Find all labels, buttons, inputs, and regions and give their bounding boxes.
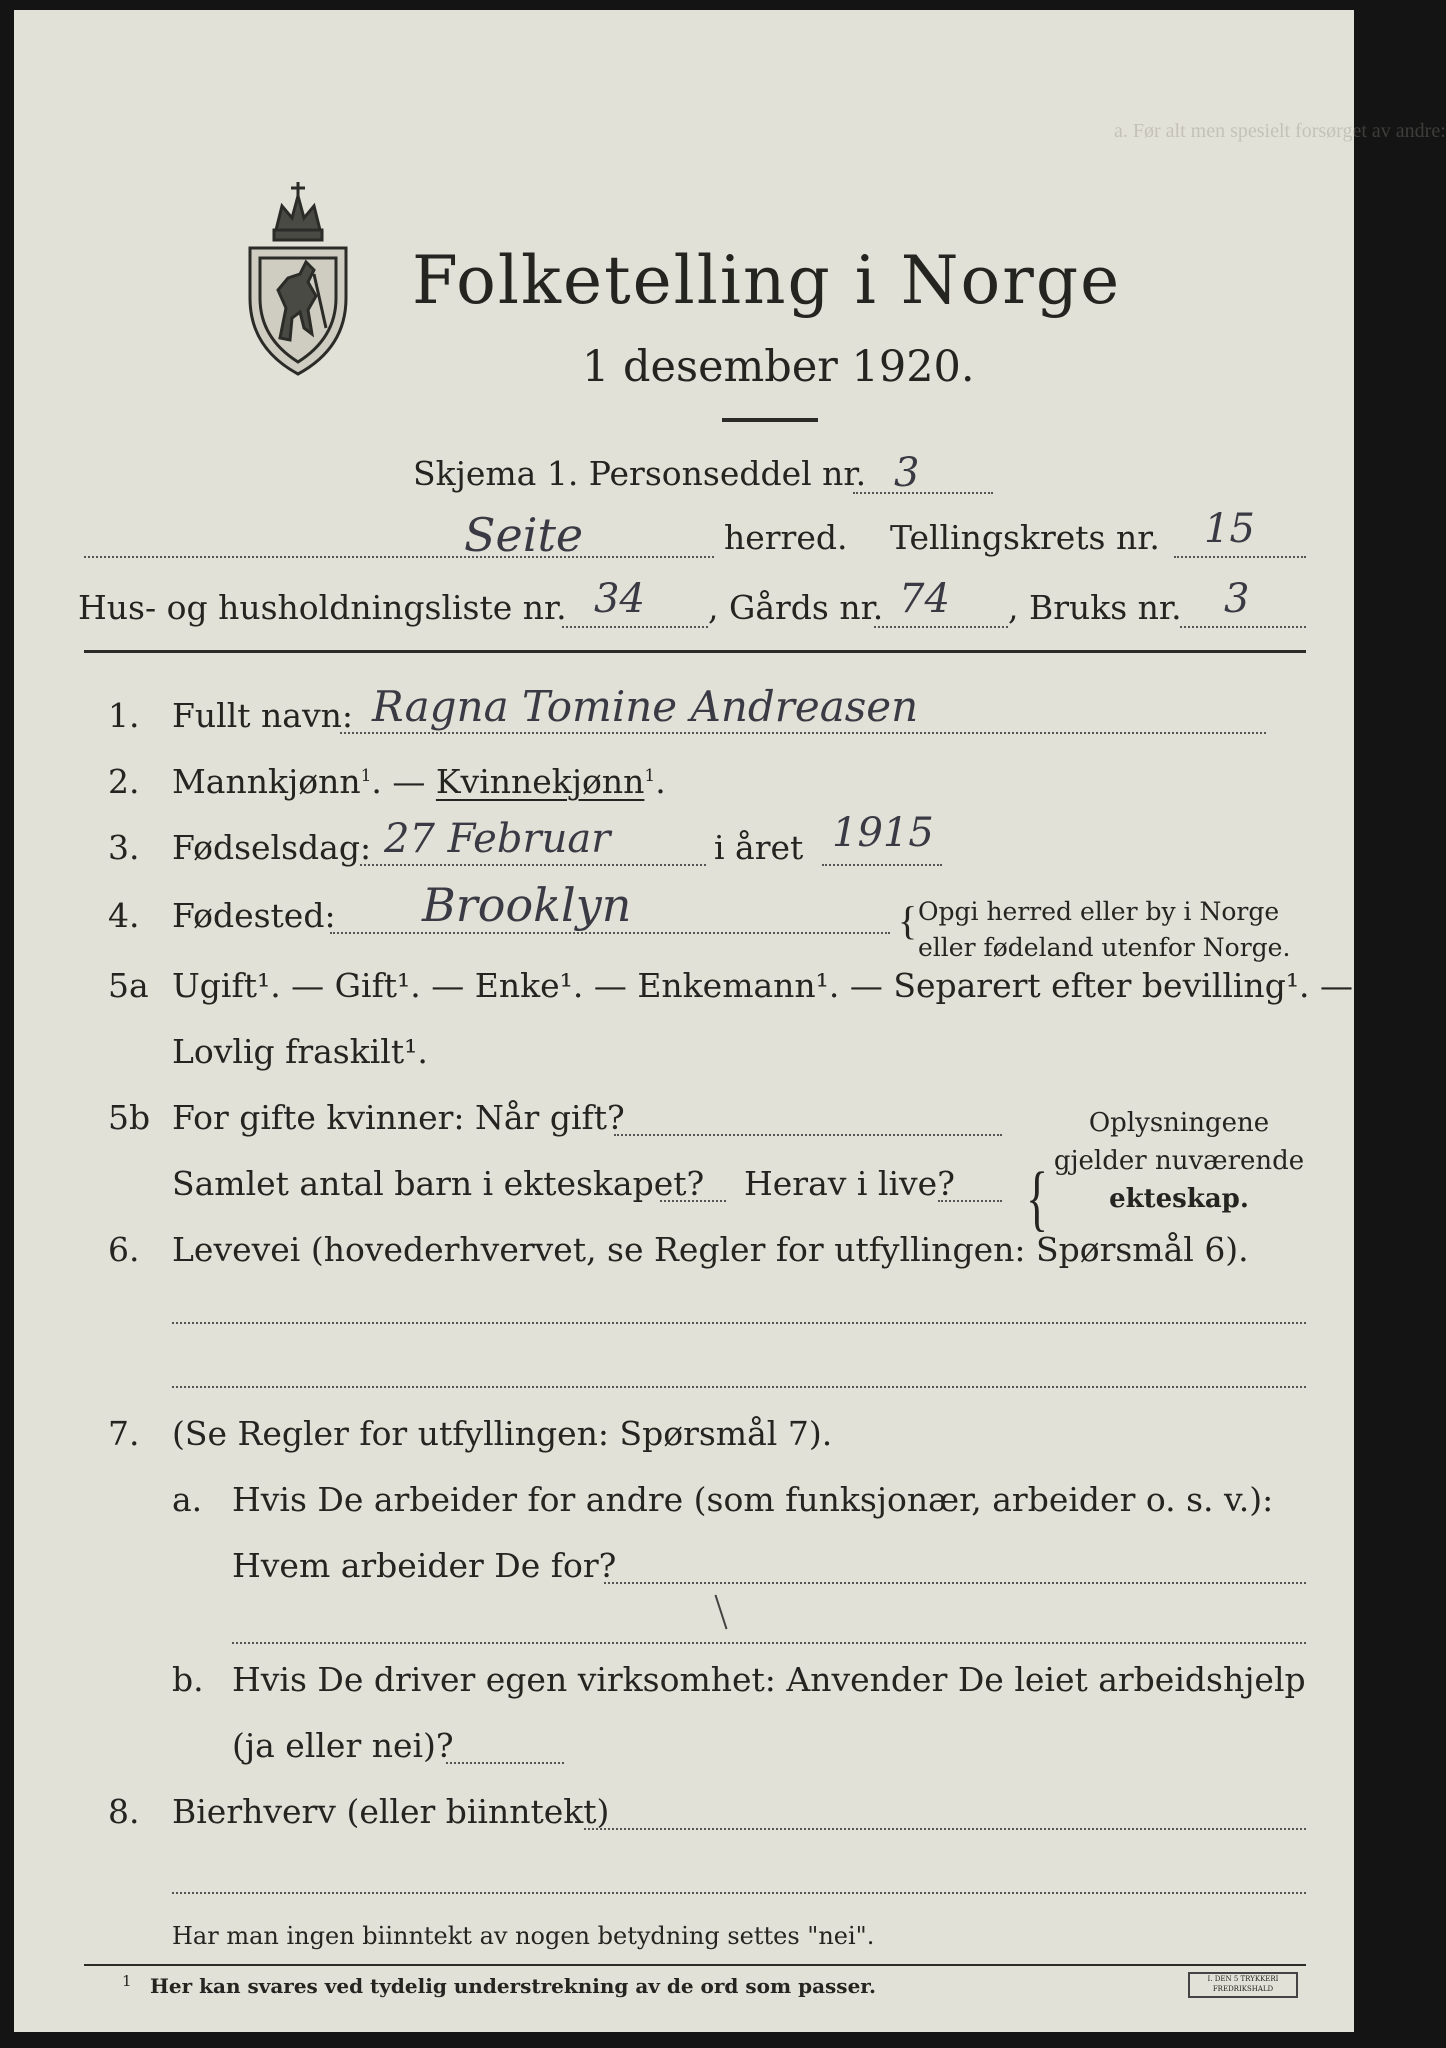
form-title: Folketelling i Norge: [412, 242, 1122, 319]
q7b-line1: Hvis De driver egen virksomhet: Anvender De leiet arbeidshjelp: [232, 1660, 1306, 1699]
aret-label: i året: [714, 828, 804, 867]
form-date: 1 desember 1920.: [582, 342, 975, 392]
employer-field-line-1: [604, 1582, 1306, 1584]
q5b-number: 5b: [108, 1098, 151, 1137]
footer-divider: [84, 1964, 1306, 1966]
census-form-page: [14, 10, 1446, 2032]
marital-status-divorced[interactable]: Lovlig fraskilt¹.: [172, 1032, 428, 1071]
personseddel-value[interactable]: 3: [894, 450, 920, 496]
personseddel-field-line: [853, 492, 993, 494]
side-income-note: Har man ingen biinntekt av nogen betydning settes "nei".: [172, 1922, 875, 1950]
q5b-brace: {: [1026, 1156, 1049, 1238]
q4-label: Fødested:: [172, 896, 336, 935]
q5a-number: 5a: [108, 966, 149, 1005]
q7b-number: b.: [172, 1660, 204, 1699]
side-income-field-line-1: [584, 1828, 1306, 1830]
q1-number: 1.: [108, 696, 140, 735]
tellingskrets-value[interactable]: 15: [1204, 506, 1255, 552]
q7-number: 7.: [108, 1414, 140, 1453]
q4-note: Opgi herred eller by i Norge eller fødeland utenfor Norge.: [918, 897, 1291, 962]
q3-label: Fødselsdag:: [172, 828, 372, 867]
bruks-field-line: [1180, 626, 1306, 628]
footnote-text: Her kan svares ved tydelig understrekning av de ord som passer.: [150, 1974, 876, 1998]
q3-number: 3.: [108, 828, 140, 867]
herred-label: herred.: [724, 518, 848, 557]
children-alive-field-line: [938, 1200, 1002, 1202]
gards-label: , Gårds nr.: [708, 588, 884, 627]
q6-label: Levevei (hovederhvervet, se Regler for utfyllingen: Spørsmål 6).: [172, 1230, 1249, 1269]
gards-field-line: [874, 626, 1008, 628]
q7b-line2: (ja eller nei)?: [232, 1726, 454, 1765]
female-option-underlined[interactable]: Kvinnekjønn: [435, 762, 645, 801]
q8-label: Bierhverv (eller biinntekt): [172, 1792, 610, 1831]
bruks-label: , Bruks nr.: [1008, 588, 1182, 627]
q3-field-line: [360, 864, 706, 866]
male-option[interactable]: Mannkjønn: [172, 762, 361, 801]
printer-stamp: I. DEN 5 TRYKKERI FREDRIKSHALD: [1188, 1972, 1298, 1998]
side-income-field-line-2: [172, 1892, 1306, 1894]
q5b-label-alive: Herav i live?: [744, 1164, 955, 1203]
q7a-number: a.: [172, 1480, 203, 1519]
q7a-line2: Hvem arbeider De for?: [232, 1546, 617, 1585]
q6-number: 6.: [108, 1230, 140, 1269]
occupation-field-line-2: [172, 1386, 1306, 1388]
q1-field-line: [340, 732, 1266, 734]
header-divider: [84, 650, 1306, 653]
hired-help-field-line: [446, 1762, 564, 1764]
husliste-field-line: [562, 626, 708, 628]
q4-brace: {: [898, 898, 918, 943]
gards-value[interactable]: 74: [899, 576, 950, 622]
marital-status-options[interactable]: Ugift¹. — Gift¹. — Enke¹. — Enkemann¹. — Separert efter bevilling¹. —: [172, 966, 1354, 1005]
schema-label: Skjema 1. Personseddel nr.: [413, 454, 867, 493]
coat-of-arms-icon: [242, 178, 354, 378]
married-when-field-line: [614, 1134, 1002, 1136]
pen-stroke-mark: [714, 1595, 727, 1630]
husliste-label: Hus- og husholdningsliste nr.: [78, 588, 567, 627]
gender-row: Mannkjønn$^1$. — Kvinnekjønn$^1$.: [172, 762, 666, 801]
q4-number: 4.: [108, 896, 140, 935]
herred-value[interactable]: Seite: [464, 508, 584, 562]
q5b-note: Oplysningene gjelder nuværende ekteskap.: [1053, 1108, 1305, 1214]
tellingskrets-label: Tellingskrets nr.: [890, 518, 1160, 557]
bruks-value[interactable]: 3: [1224, 576, 1250, 622]
husliste-value[interactable]: 34: [594, 576, 645, 622]
q5b-label-children: Samlet antal barn i ekteskapet?: [172, 1164, 705, 1203]
footnote-mark: 1: [122, 1972, 132, 1990]
occupation-field-line-1: [172, 1322, 1306, 1324]
q2-number: 2.: [108, 762, 140, 801]
q7-label: (Se Regler for utfyllingen: Spørsmål 7).: [172, 1414, 833, 1453]
birth-year-value[interactable]: 1915: [832, 810, 934, 856]
q4-field-line: [330, 932, 890, 934]
q5b-label-married: For gifte kvinner: Når gift?: [172, 1098, 625, 1137]
children-count-field-line: [660, 1200, 726, 1202]
title-rule: [722, 418, 818, 422]
full-name-value[interactable]: Ragna Tomine Andreasen: [372, 682, 919, 731]
q8-number: 8.: [108, 1792, 140, 1831]
tellingskrets-field-line: [1174, 556, 1306, 558]
herred-field-line: [84, 556, 714, 558]
bleed-through-text: a. Før alt men spesielt forsørget av andre:: [1114, 120, 1446, 142]
birthday-value[interactable]: 27 Februar: [384, 816, 611, 862]
q1-label: Fullt navn:: [172, 696, 353, 735]
employer-field-line-2: [232, 1642, 1306, 1644]
birthplace-value[interactable]: Brooklyn: [422, 878, 632, 932]
aret-field-line: [822, 864, 942, 866]
q7a-line1: Hvis De arbeider for andre (som funksjonær, arbeider o. s. v.):: [232, 1480, 1274, 1519]
